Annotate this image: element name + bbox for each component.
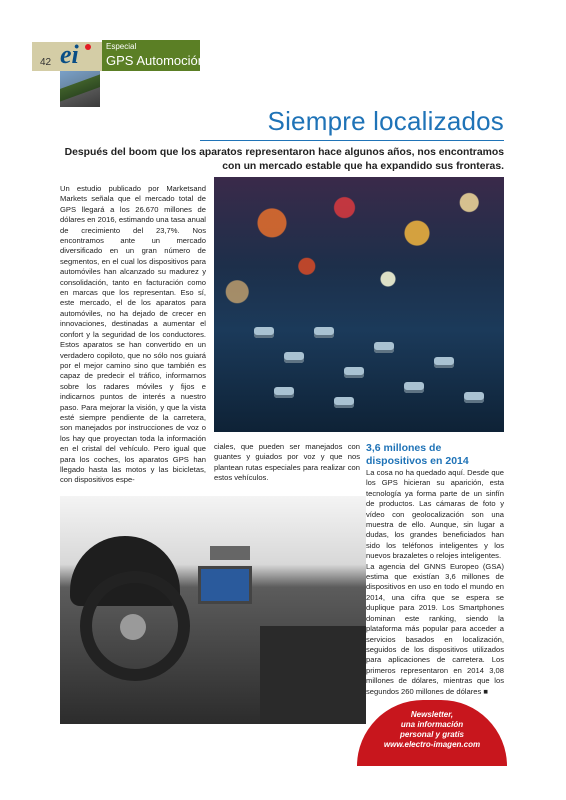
traffic-car-shape — [314, 327, 334, 338]
traffic-car-shape — [274, 387, 294, 398]
traffic-car-shape — [334, 397, 354, 408]
badge-line-2: una información — [400, 720, 464, 729]
navigation-screen-shape — [198, 566, 252, 604]
section-subheading: 3,6 millones de dispositivos en 2014 — [366, 442, 469, 467]
section-small-label: Especial — [106, 42, 137, 51]
seat-shape — [260, 626, 366, 724]
article-lead: Después del boom que los aparatos representaron hace algunos años, nos encontramos con un mercado estable que ha expandido sus fronteras. — [64, 147, 504, 172]
text-column-3 — [366, 468, 504, 697]
car-dashboard-photo — [60, 496, 366, 724]
badge-line-1: Newsletter, — [410, 710, 454, 719]
column-3-paragraph-2: La agencia del GNNS Europeo (GSA) estima que existían 3,6 millones de dispositivos en uso en todo el mundo en 2014, una cifra que se espera se duplique para 2019. Los Smartphones dominan este ranking, siendo la plataforma más popular para acceder a servicios basados en localización, seguidos de los dispositivos utilizados para aplicaciones de carretera. Los primeros representaron en 2014 3,08 millones de dólares, mientras que los segundos 260 millones de dólares ■ — [366, 561, 504, 696]
newsletter-badge[interactable] — [357, 700, 507, 766]
column-1-paragraph: Un estudio publicado por Marketsand Markets señala que el mercado total de GPS llegará a los 26.670 millones de dólares en 2016, estimando una tasa anual de crecimiento del 23,7%. Nos encontramos ante un mercado diversificado en un gran número de segmentos, en el cual los dispositivos para automóviles han alcanzado su madurez y consolidación, tanto en facturación como en marcas que los representan. Eso sí, este mercado, el de los aparatos para automóviles, no ha dejado de crecer en innovaciones, destinadas a aumentar el confort y la seguridad de los conductores. Estos aparatos se han convertido en un verdadero copiloto, que no sólo nos guiará por el mejor camino sino que también es capaz de predecir el tráfico, informarnos sobre los radares móviles y fijos e indicarnos puntos de interés a nuestro paso. Para mejorar la visión, y que la vista esté siempre pendiente de la carretera, son manejados por instrucciones de voz o los hay que proyectan toda la información en el cristal del vehículo. Pero igual que para los coches, los aparatos GPS han llegado hasta las motos y las bicicletas, con dispositivos espe- — [60, 184, 206, 485]
badge-line-3: personal y gratis — [399, 730, 465, 739]
traffic-car-shape — [464, 392, 484, 403]
traffic-car-shape — [434, 357, 454, 368]
traffic-car-shape — [284, 352, 304, 363]
traffic-car-shape — [344, 367, 364, 378]
page-number: 42 — [40, 57, 52, 68]
logo-text: ei — [60, 40, 79, 69]
vent-shape — [210, 546, 250, 560]
column-2-paragraph: ciales, que pueden ser manejados con guantes y guiados por voz y que nos plantean rutas especiales para realizar con estos vehículos. — [214, 442, 360, 483]
text-column-2 — [214, 442, 360, 484]
steering-wheel-emblem-shape — [120, 614, 146, 640]
section-title: GPS Automoción — [106, 53, 205, 68]
highway-thumbnail-image — [60, 71, 100, 107]
logo-dot — [85, 44, 91, 50]
magazine-logo — [60, 40, 79, 70]
article-title: Siempre localizados — [267, 106, 504, 136]
traffic-car-shape — [404, 382, 424, 393]
traffic-photo — [214, 177, 504, 432]
traffic-car-shape — [254, 327, 274, 338]
text-column-1 — [60, 184, 206, 486]
traffic-car-shape — [374, 342, 394, 353]
title-divider — [200, 140, 504, 141]
column-3-paragraph-1: La cosa no ha quedado aquí. Desde que los GPS hicieran su aparición, esta tecnología ya forma parte de un sinfín de productos. Las cámaras de foto y vídeo con geolocalización son una muestra de ello. Aunque, sin lugar a dudas, los grandes beneficiados han sido los teléfonos inteligentes y los nuevos brazaletes o relojes inteligentes. — [366, 468, 504, 561]
badge-link[interactable]: www.electro-imagen.com — [383, 740, 481, 749]
